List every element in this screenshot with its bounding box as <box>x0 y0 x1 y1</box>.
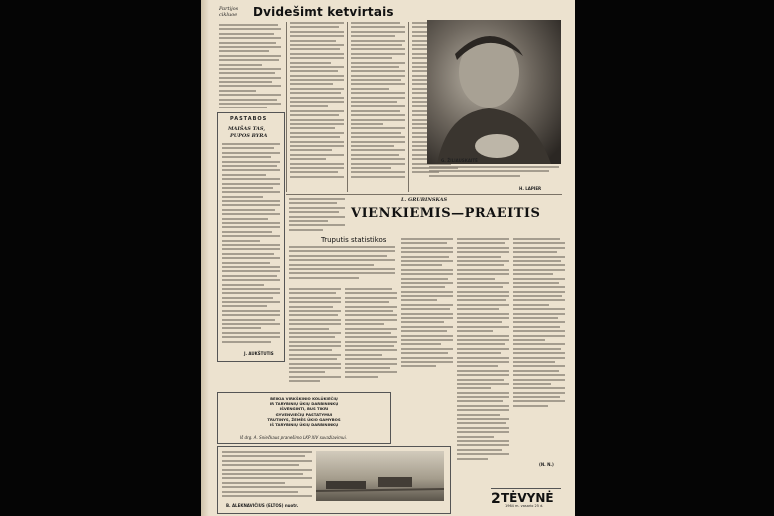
masthead-number: 2 <box>491 491 501 507</box>
statistics-text <box>289 246 395 282</box>
policy-line: GYVENVIEČIŲ PASTATYMUI <box>275 411 333 417</box>
pastabos-heading: PASTABOS <box>230 116 268 122</box>
policy-line: TRUTINYS, ŽEMĖS ŪKIO GAMYBOS <box>267 416 341 422</box>
article-col-3 <box>401 238 453 388</box>
newspaper-page <box>201 0 575 516</box>
portrait-shapes <box>427 20 561 164</box>
pastabos-box <box>217 112 285 362</box>
article-col-1 <box>289 288 341 392</box>
kicker-cikluoe: cikluoe <box>219 12 238 18</box>
policy-source: Iš drg. A. Sniečkaus pranešimo LKP XIV suvažiavimui. <box>240 435 347 440</box>
klaipeda-photo-shapes <box>316 451 444 501</box>
klaipeda-box <box>217 446 451 514</box>
article-col-4 <box>457 238 509 496</box>
intro-text <box>289 198 345 238</box>
photo-author: G. ŽILIAUSKAITĖ <box>441 158 478 163</box>
photo-credit: H. LAPIER <box>519 186 542 191</box>
klaipeda-photo <box>316 451 444 501</box>
vienkiemis-byline: L. GRUBINSKAS <box>401 197 448 203</box>
pastabos-title-line2: PUPOS BYRA <box>230 133 268 139</box>
main-headline: Dvidešimt ketvirtais <box>253 5 394 19</box>
pastabos-signature: J. AUKŠTUTIS <box>244 351 274 356</box>
klaipeda-photo-credit: B. ALEKNAVIČIUS (ELTOS) nuotr. <box>226 503 299 508</box>
column-rule <box>347 22 348 192</box>
policy-line: IR TARYBINIŲ ŪKIŲ DARBININKŲ <box>269 401 339 407</box>
article-col-5 <box>513 238 565 458</box>
trupucio-title: Truputis statistikos <box>321 236 387 244</box>
column-rule <box>408 22 409 192</box>
masthead-date: 1964 m. vasario 25 d. <box>505 504 544 508</box>
masthead-title: TĖVYNĖ <box>501 491 554 505</box>
text-column-mid2 <box>351 22 405 190</box>
text-column-top-left <box>219 24 281 108</box>
pastabos-text <box>222 143 280 343</box>
page-edge-shadow <box>201 0 209 516</box>
article-col-2 <box>345 288 397 392</box>
policy-line: IŠ TARYBINIŲ ŪKIŲ DARBININKŲ <box>269 422 339 428</box>
pastabos-title-line1: MAIŠAS TAS, <box>228 126 266 132</box>
policy-box-lines <box>222 396 386 427</box>
portrait-photo <box>427 20 561 164</box>
column-rule <box>286 22 287 192</box>
vienkiemis-title: VIENKIEMIS—PRAEITIS <box>351 206 541 221</box>
section-rule <box>286 194 562 195</box>
policy-line: IŠVENGINTI, BUS TIKRI <box>279 406 329 412</box>
policy-line: BEIKIA VIRKŠKINIO KOLŪKIEČIŲ <box>270 396 338 401</box>
policy-box <box>217 392 391 444</box>
photo-caption-text <box>429 166 559 184</box>
klaipeda-text <box>222 451 312 499</box>
text-column-mid1 <box>290 22 344 190</box>
kicker-partijos: Partijos <box>219 6 239 12</box>
column-footer-sign: (N. N.) <box>539 462 554 467</box>
masthead <box>491 488 561 511</box>
